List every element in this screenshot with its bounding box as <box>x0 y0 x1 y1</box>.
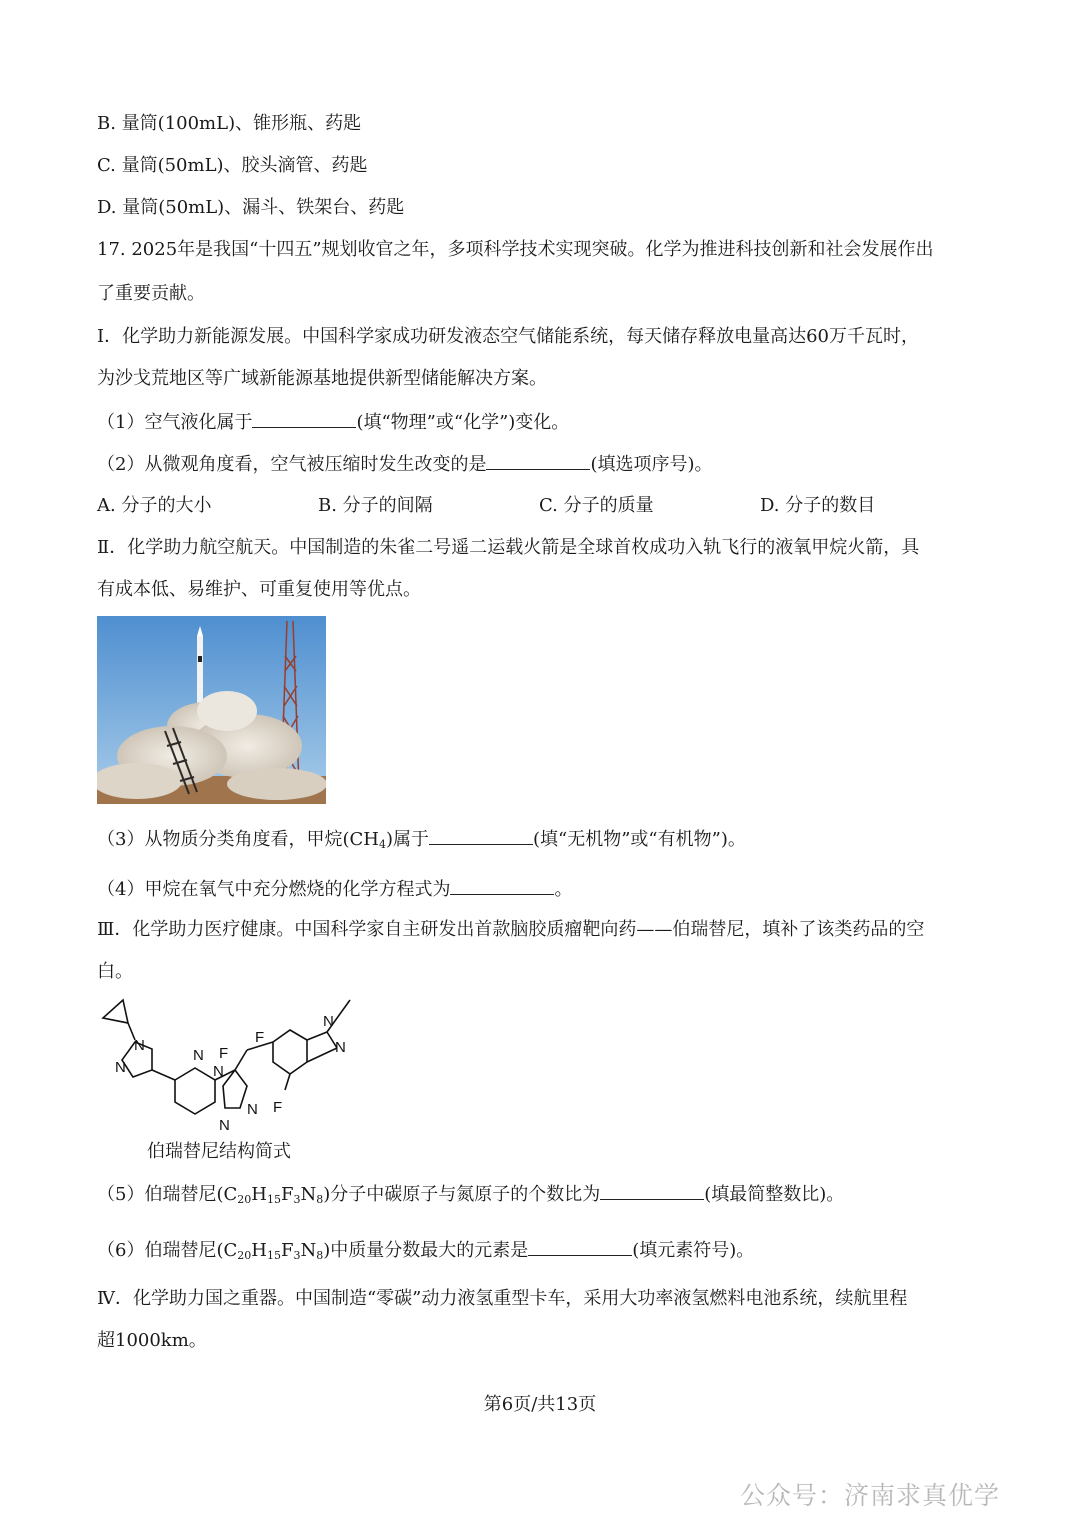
atom-n-7: N <box>323 1013 334 1030</box>
q1-text: （1）空气液化属于 <box>97 412 253 433</box>
q5-text: （5）伯瑞替尼( <box>97 1184 224 1205</box>
q6-molecular-formula: $C_{20}H_{15}F_3N_8$ <box>223 1240 324 1262</box>
part3-line1: Ⅲ．化学助力医疗健康。中国科学家自主研发出首款脑胶质瘤靶向药——伯瑞替尼，填补了该类药品的空 <box>97 919 925 940</box>
structure-caption: 伯瑞替尼结构简式 <box>147 1141 291 1162</box>
option-c: C. 量筒(50mL)、胶头滴管、药匙 <box>97 155 368 176</box>
q6-text: （6）伯瑞替尼( <box>97 1240 224 1261</box>
page-number: 第6页/共13页 <box>483 1394 597 1415</box>
atom-n-2: N <box>115 1059 126 1076</box>
q1-answer-blank[interactable] <box>252 409 356 428</box>
part4-line1: Ⅳ．化学助力国之重器。中国制造“零碳”动力液氢重型卡车，采用大功率液氢燃料电池系统，续航里程 <box>97 1288 908 1309</box>
q6-answer-blank[interactable] <box>528 1237 632 1256</box>
q2-hint: (填选项序号)。 <box>590 454 713 475</box>
q3-hint: (填“无机物”或“有机物”)。 <box>533 829 746 850</box>
atom-f-1: F <box>219 1045 229 1062</box>
methane-formula: $CH_4$ <box>349 829 386 851</box>
q17-intro-line1: 17. 2025年是我国“十四五”规划收官之年，多项科学技术实现突破。化学为推进科技创新和社会发展作出 <box>97 239 934 260</box>
question-2 <box>97 451 713 477</box>
part3-line2: 白。 <box>97 961 133 982</box>
atom-n-6: N <box>219 1117 230 1134</box>
q17-intro-line2: 了重要贡献。 <box>97 283 205 304</box>
q3-text-mid: )属于 <box>385 829 429 850</box>
q5-molecular-formula: $C_{20}H_{15}F_3N_8$ <box>223 1184 324 1206</box>
berubicin-structure-diagram <box>95 990 365 1140</box>
question-4 <box>97 876 572 902</box>
q5-hint: (填最简整数比)。 <box>704 1184 845 1205</box>
q4-text: （4）甲烷在氧气中充分燃烧的化学方程式为 <box>97 879 451 900</box>
q3-text: （3）从物质分类角度看，甲烷( <box>97 829 350 850</box>
part2-line1: Ⅱ．化学助力航空航天。中国制造的朱雀二号遥二运载火箭是全球首枚成功入轨飞行的液氧甲烷火箭，具 <box>97 537 920 558</box>
part1-line2: 为沙戈荒地区等广域新能源基地提供新型储能解决方案。 <box>97 368 547 389</box>
option-d: D. 量筒(50mL)、漏斗、铁架台、药匙 <box>97 197 405 218</box>
q4-end: 。 <box>554 879 573 900</box>
part2-line2: 有成本低、易维护、可重复使用等优点。 <box>97 579 421 600</box>
q4-answer-blank[interactable] <box>450 876 554 895</box>
atom-f-3: F <box>273 1099 283 1116</box>
q1-hint: (填“物理”或“化学”)变化。 <box>356 412 570 433</box>
q6-text-mid: )中质量分数最大的元素是 <box>323 1240 529 1261</box>
q2-text: （2）从微观角度看，空气被压缩时发生改变的是 <box>97 454 487 475</box>
atom-n-4: N <box>213 1063 224 1080</box>
atom-f-2: F <box>255 1029 265 1046</box>
part1-line1: Ⅰ．化学助力新能源发展。中国科学家成功研发液态空气储能系统，每天储存释放电量高达60万千瓦时， <box>97 326 920 347</box>
atom-n-3: N <box>193 1047 204 1064</box>
q2-option-a: A. 分子的大小 <box>97 495 212 516</box>
atom-n-5: N <box>247 1101 258 1118</box>
q3-answer-blank[interactable] <box>429 826 533 845</box>
q2-option-d: D. 分子的数目 <box>760 495 876 516</box>
part4-line2: 超1000km。 <box>97 1330 207 1351</box>
question-1 <box>97 409 569 435</box>
q5-answer-blank[interactable] <box>600 1181 704 1200</box>
question-3 <box>97 826 746 857</box>
q2-option-b: B. 分子的间隔 <box>318 495 433 516</box>
atom-n-1: N <box>134 1037 145 1054</box>
watermark: 公众号：济南求真优学 <box>739 1481 1000 1510</box>
question-6 <box>97 1237 754 1268</box>
question-5 <box>97 1181 844 1212</box>
q6-hint: (填元素符号)。 <box>632 1240 755 1261</box>
atom-n-8: N <box>335 1039 346 1056</box>
q5-text-mid: )分子中碳原子与氮原子的个数比为 <box>323 1184 601 1205</box>
option-b: B. 量筒(100mL)、锥形瓶、药匙 <box>97 113 362 134</box>
q2-answer-blank[interactable] <box>486 451 590 470</box>
rocket-launch-photo <box>97 616 326 804</box>
q2-option-c: C. 分子的质量 <box>539 495 654 516</box>
